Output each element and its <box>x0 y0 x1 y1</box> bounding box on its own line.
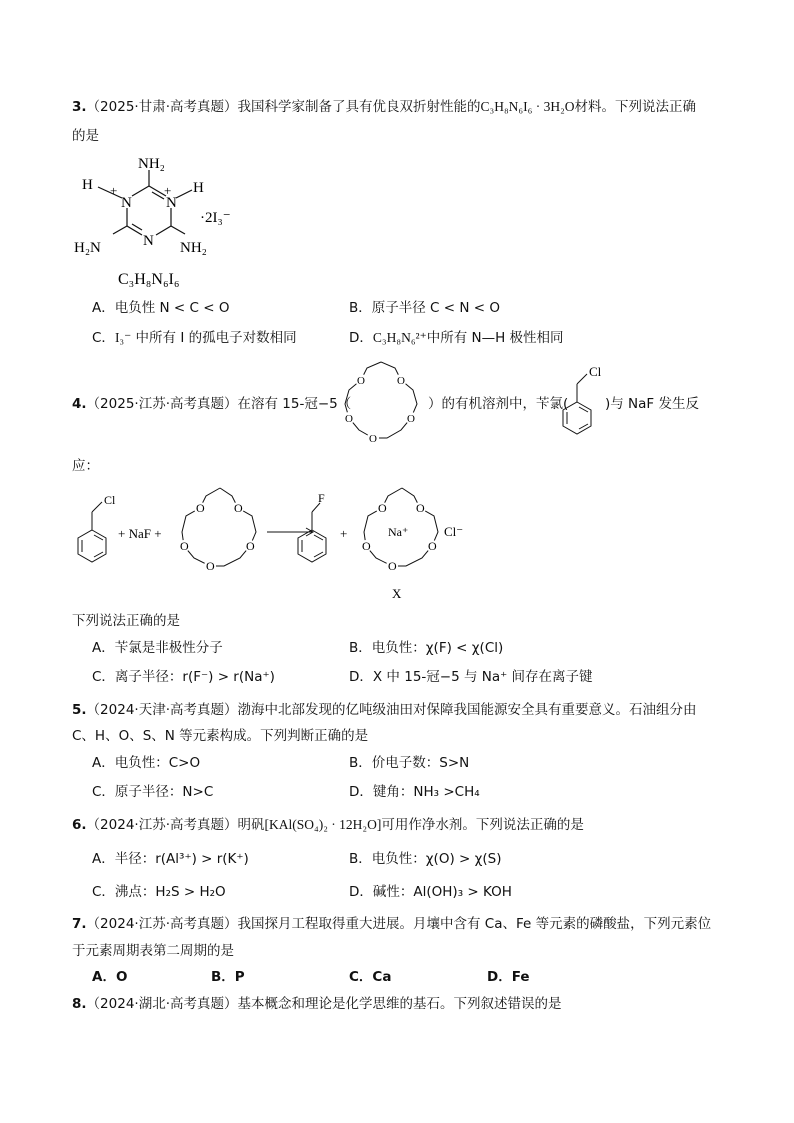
q3-option-d-text: 中所有 N—H 极性相同 <box>426 330 564 346</box>
q3-option-a: A．电负性 N < C < O <box>92 300 230 316</box>
q3-option-d-ion: C₃H₈N₆²⁺ <box>372 330 427 345</box>
q4-crown2-o2: O <box>428 539 437 553</box>
q4-crown1-o5: O <box>196 501 205 515</box>
q3-option-c <box>92 328 297 348</box>
q3-stem-a: 我国科学家制备了具有优良双折射性能的 <box>237 99 481 115</box>
q6-source: （2024·江苏·高考真题） <box>86 817 238 833</box>
q7-option-a: A．O <box>92 969 128 985</box>
q4-prompt: 下列说法正确的是 <box>72 613 180 629</box>
q5-stem: 5.（2024·天津·高考真题）渤海中北部发现的亿吨级油田对保障我国能源安全具有重要意义。石油组分由 <box>72 702 697 718</box>
q3-h-right: H <box>193 180 204 196</box>
q3-nh2-right: NH₂ <box>180 240 207 256</box>
q7-stem-line2: 于元素周期表第二周期的是 <box>72 943 234 959</box>
q6-stem-a: 明矾 <box>237 817 265 833</box>
q4-stem-d: 应： <box>72 458 99 474</box>
q4-crown2-o3: O <box>388 559 397 573</box>
q3-caption: C₃H₈N₆I₆ <box>118 271 180 288</box>
q3-option-c-text: 中所有 I 的孤电子对数相同 <box>131 330 297 346</box>
q3-stem-line2: 的是 <box>72 128 99 144</box>
q4-source: （2025·江苏·高考真题） <box>86 396 238 412</box>
q4-crown2-o5: O <box>378 501 387 515</box>
q7-option-d: D．Fe <box>487 969 530 985</box>
q4-inline-o1: O <box>397 375 405 387</box>
q4-crown1-o3: O <box>206 559 215 573</box>
q8-stem-a: 基本概念和理论是化学思维的基石。下列叙述错误的是 <box>237 996 562 1012</box>
q8-source: （2024·湖北·高考真题） <box>86 996 238 1012</box>
q6-option-a: A．半径：r(Al³⁺) > r(K⁺) <box>92 851 249 867</box>
q8-number: 8 <box>72 996 82 1012</box>
q4-option-d: D．X 中 15-冠−5 与 Na⁺ 间存在离子键 <box>349 669 593 685</box>
q4-na-ion: Na⁺ <box>388 525 409 539</box>
q4-number: 4 <box>72 396 82 412</box>
q3-plus-right: + <box>164 183 172 198</box>
q8-stem: 8.（2024·湖北·高考真题）基本概念和理论是化学思维的基石。下列叙述错误的是 <box>72 996 562 1012</box>
q4-stem: 4.（2025·江苏·高考真题）在溶有 15-冠−5（ <box>72 396 352 412</box>
q4-plus-naf: + NaF + <box>118 526 162 541</box>
q7-option-b: B．P <box>211 969 245 985</box>
q4-crown2-o1: O <box>416 501 425 515</box>
q4-crown2-o4: O <box>362 539 371 553</box>
q3-n-left: N <box>121 195 132 211</box>
q7-source: （2024·江苏·高考真题） <box>86 916 238 932</box>
q3-n-bottom: N <box>143 233 154 249</box>
q3-option-b: B．原子半径 C < N < O <box>349 300 500 316</box>
q5-stem-a: 渤海中北部发现的亿吨级油田对保障我国能源安全具有重要意义。石油组分由 <box>237 702 697 718</box>
q4-product-f: F <box>318 491 325 505</box>
q7-stem-a: 我国探月工程取得重大进展。月壤中含有 Ca、Fe 等元素的磷酸盐，下列元素位 <box>237 916 712 932</box>
q4-inline-crown-ether <box>335 358 427 450</box>
q4-inline-o3: O <box>369 433 377 445</box>
q3-option-c-label: C． <box>92 330 115 346</box>
q3-source: （2025·甘肃·高考真题） <box>86 99 238 115</box>
q3-option-c-ion: I₃⁻ <box>114 330 132 345</box>
q3-n-right: N <box>166 195 177 211</box>
q4-reactant-cl: Cl <box>104 493 116 507</box>
q6-formula: [KAl(SO₄)₂ · 12H₂O] <box>264 817 382 832</box>
q3-option-d <box>349 328 564 348</box>
q3-i3-counterion: ·2I₃⁻ <box>200 210 231 226</box>
q7-stem: 7.（2024·江苏·高考真题）我国探月工程取得重大进展。月壤中含有 Ca、Fe 等元素的磷酸盐，下列元素位 <box>72 916 712 932</box>
q6-stem: 6.（2024·江苏·高考真题）明矾[KAl(SO₄)₂ · 12H₂O]可用作净水剂。下列说法正确的是 <box>72 817 584 833</box>
q4-plus-2: + <box>340 526 348 541</box>
q4-crown1-o1: O <box>234 501 243 515</box>
q7-option-c: C．Ca <box>349 969 392 985</box>
q6-option-c: C．沸点：H₂S > H₂O <box>92 884 226 900</box>
q3-number: 3 <box>72 99 82 115</box>
q6-stem-b: 可用作净水剂。下列说法正确的是 <box>381 817 584 833</box>
q3-nh2-top: NH₂ <box>138 156 165 172</box>
q5-option-a: A．电负性：C>O <box>92 755 201 771</box>
q5-stem-line2: C、H、O、S、N 等元素构成。下列判断正确的是 <box>72 728 369 744</box>
q5-number: 5 <box>72 702 82 718</box>
q4-inline-o5: O <box>357 375 365 387</box>
q6-number: 6 <box>72 817 82 833</box>
q4-cl-ion: Cl⁻ <box>444 524 464 539</box>
q4-option-c: C．离子半径：r(F⁻) > r(Na⁺) <box>92 669 275 685</box>
q3-plus-left: + <box>110 183 118 198</box>
q5-option-c: C．原子半径：N>C <box>92 784 214 800</box>
q4-option-b: B．电负性：χ(F) < χ(Cl) <box>349 640 504 656</box>
q4-inline-o4: O <box>345 413 353 425</box>
q3-formula: C₃H₈N₆I₆ · 3H₂O <box>480 99 575 114</box>
q3-h-left: H <box>82 177 93 193</box>
q4-stem-a: 在溶有 15-冠−5（ <box>237 396 352 412</box>
q4-crown1-o4: O <box>180 539 189 553</box>
q6-option-d: D．碱性：Al(OH)₃ > KOH <box>349 884 512 900</box>
q4-inline-cl: Cl <box>589 364 602 379</box>
q4-stem-c: )与 NaF 发生反 <box>605 396 699 412</box>
q5-option-b: B．价电子数：S>N <box>349 755 470 771</box>
q5-option-d: D．键角：NH₃ >CH₄ <box>349 784 480 800</box>
q3-structure <box>72 146 292 296</box>
q4-product-x-label: X <box>392 586 402 601</box>
q3-option-d-label: D． <box>349 330 373 346</box>
q3-stem-b: 材料。下列说法正确 <box>574 99 697 115</box>
q3-nh2-left: H₂N <box>74 240 101 256</box>
q3-stem: 3.（2025·甘肃·高考真题）我国科学家制备了具有优良双折射性能的C₃H₈N₆I₆ · 3H₂O材料。下列说法正确 <box>72 99 697 115</box>
q4-crown1-o2: O <box>246 539 255 553</box>
q4-reaction-scheme <box>72 478 492 608</box>
q7-number: 7 <box>72 916 82 932</box>
q5-source: （2024·天津·高考真题） <box>86 702 238 718</box>
q4-stem-b: ）的有机溶剂中，苄氯( <box>428 396 569 412</box>
q4-inline-o2: O <box>407 413 415 425</box>
q6-option-b: B．电负性：χ(O) > χ(S) <box>349 851 502 867</box>
q4-option-a: A．苄氯是非极性分子 <box>92 640 223 656</box>
